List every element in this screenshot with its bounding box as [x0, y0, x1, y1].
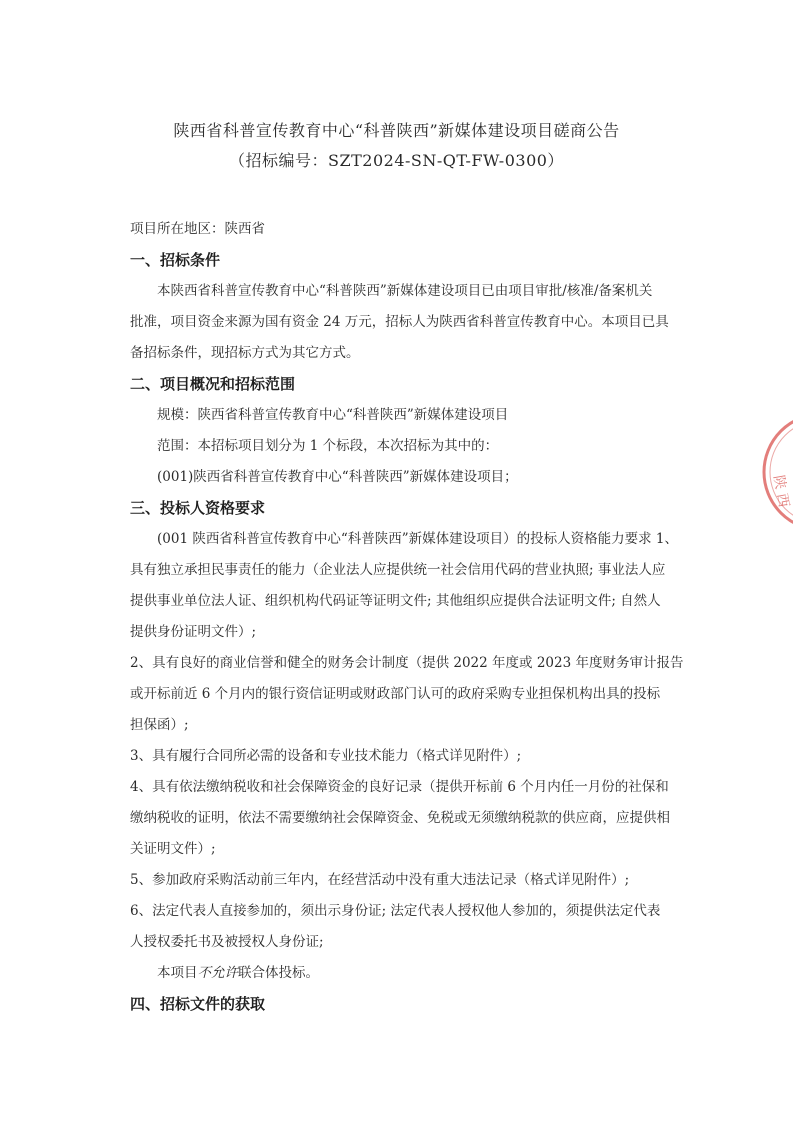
seal-text: 陕 西 — [770, 473, 792, 509]
requirement-4-line: 缴纳税收的证明，依法不需要缴纳社会保障资金、免税或无须缴纳税款的供应商，应提供相 — [130, 810, 670, 826]
consortium-emphasis: 不允许 — [197, 965, 238, 981]
consortium-statement — [130, 958, 670, 989]
section-heading-qualifications: 三、投标人资格要求 — [130, 499, 266, 517]
official-seal-stamp — [752, 412, 793, 532]
document-body — [130, 214, 684, 1020]
consortium-prefix: 本项目 — [157, 965, 198, 981]
tender-number: （招标编号：SZT2024-SN-QT-FW-0300） — [229, 151, 564, 170]
requirement-5: 5、参加政府采购活动前三年内，在经营活动中没有重大违法记录（格式详见附件）; — [130, 872, 630, 888]
requirement-6-line: 人授权委托书及被授权人身份证; — [130, 934, 324, 950]
requirement-4-line: 关证明文件）; — [130, 841, 216, 857]
paragraph-line: 提供身份证明文件）; — [130, 624, 257, 640]
requirement-3: 3、具有履行合同所必需的设备和专业技术能力（格式详见附件）; — [130, 748, 522, 764]
requirement-2-line: 或开标前近 6 个月内的银行资信证明或财政部门认可的政府采购专业担保机构出具的投标 — [130, 686, 661, 702]
requirement-2-line: 担保函）; — [130, 717, 189, 733]
section-heading-conditions: 一、招标条件 — [130, 251, 221, 269]
requirement-6-line: 6、法定代表人直接参加的，须出示身份证; 法定代表人授权他人参加的，须提供法定代表 — [130, 903, 661, 919]
paragraph-line: (001 陕西省科普宣传教育中心“科普陕西”新媒体建设项目）的投标人资格能力要求 1、 — [157, 531, 679, 547]
consortium-suffix: 联合体投标。 — [238, 965, 319, 981]
project-scale: 规模：陕西省科普宣传教育中心“科普陕西”新媒体建设项目 — [157, 407, 509, 423]
requirement-2-line: 2、具有良好的商业信誉和健全的财务会计制度（提供 2022 年度或 2023 年度财务审计报告 — [130, 655, 684, 671]
project-lot: (001)陕西省科普宣传教育中心“科普陕西”新媒体建设项目； — [157, 469, 518, 485]
requirement-4-line: 4、具有依法缴纳税收和社会保障资金的良好记录（提供开标前 6 个月内任一月份的社保和 — [130, 779, 669, 795]
paragraph-line: 批准，项目资金来源为国有资金 24 万元，招标人为陕西省科普宣传教育中心。本项目已具 — [130, 314, 669, 330]
project-region: 项目所在地区：陕西省 — [130, 221, 265, 237]
paragraph-line: 备招标条件，现招标方式为其它方式。 — [130, 345, 360, 361]
paragraph-line: 提供事业单位法人证、组织机构代码证等证明文件; 其他组织应提供合法证明文件; 自然人 — [130, 593, 661, 609]
document-title: 陕西省科普宣传教育中心“科普陕西”新媒体建设项目磋商公告 — [173, 121, 620, 140]
paragraph-line: 本陕西省科普宣传教育中心“科普陕西”新媒体建设项目已由项目审批/核准/备案机关 — [157, 283, 653, 299]
section-heading-documents: 四、招标文件的获取 — [130, 995, 266, 1013]
section-heading-overview: 二、项目概况和招标范围 — [130, 375, 296, 393]
project-scope: 范围：本招标项目划分为 1 个标段，本次招标为其中的： — [157, 438, 499, 454]
paragraph-line: 具有独立承担民事责任的能力（企业法人应提供统一社会信用代码的营业执照; 事业法人应 — [130, 562, 666, 578]
